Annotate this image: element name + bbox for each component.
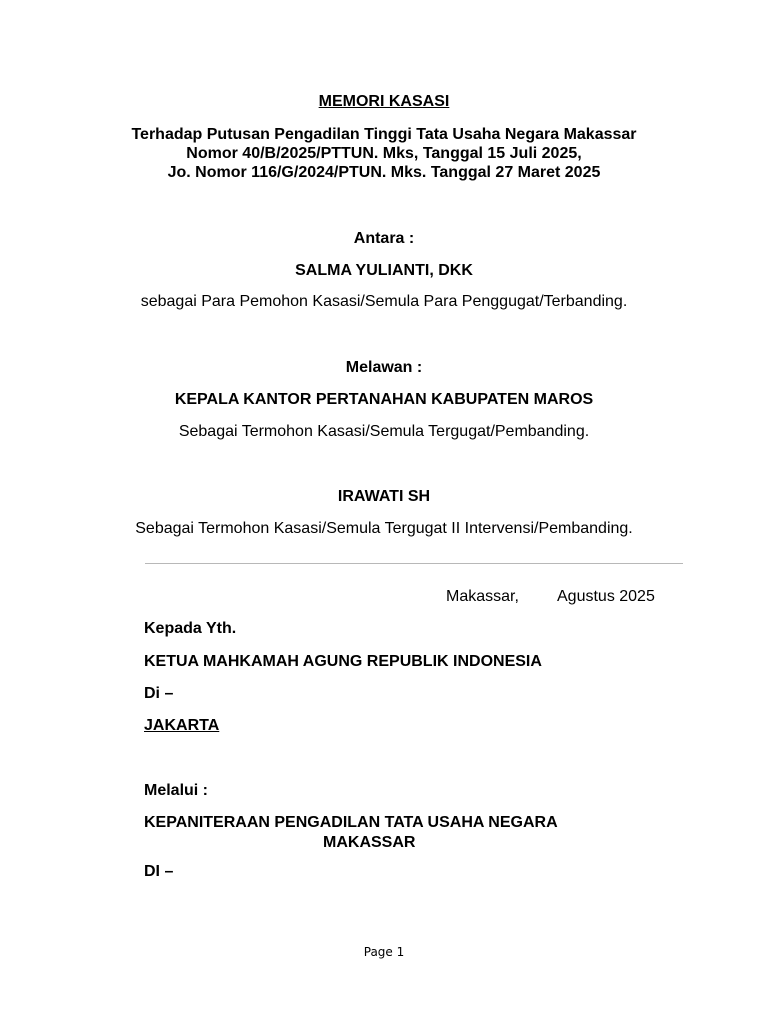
via-at-label: DI –: [144, 863, 174, 880]
subject-line-1: Terhadap Putusan Pengadilan Tinggi Tata Usaha Negara Makassar: [131, 126, 637, 143]
subject-line-3: Jo. Nomor 116/G/2024/PTUN. Mks. Tanggal 27 Maret 2025: [167, 164, 601, 181]
letter-date: Agustus 2025: [557, 588, 655, 605]
recipient-name: KETUA MAHKAMAH AGUNG REPUBLIK INDONESIA: [144, 653, 542, 670]
respondent1-name: KEPALA KANTOR PERTANAHAN KABUPATEN MAROS: [174, 391, 594, 408]
applicant-name: SALMA YULIANTI, DKK: [295, 262, 473, 279]
via-label: Melalui :: [144, 782, 209, 799]
recipient-at-label: Di –: [144, 685, 174, 702]
between-label: Antara :: [353, 230, 415, 247]
page-number: Page 1: [363, 945, 405, 959]
applicant-role: sebagai Para Pemohon Kasasi/Semula Para Penggugat/Terbanding.: [140, 293, 628, 310]
via-office-line-1: KEPANITERAAN PENGADILAN TATA USAHA NEGARA: [144, 814, 558, 831]
versus-label: Melawan :: [345, 359, 423, 376]
section-divider: [145, 563, 683, 564]
respondent1-role: Sebagai Termohon Kasasi/Semula Tergugat/Pembanding.: [178, 423, 590, 440]
recipient-city: JAKARTA: [144, 717, 220, 734]
place-city: Makassar,: [446, 588, 519, 605]
respondent2-role: Sebagai Termohon Kasasi/Semula Tergugat II Intervensi/Pembanding.: [135, 520, 633, 537]
to-label: Kepada Yth.: [144, 620, 237, 637]
via-office-line-2: MAKASSAR: [323, 834, 416, 851]
respondent2-name: IRAWATI SH: [337, 488, 431, 505]
subject-line-2: Nomor 40/B/2025/PTTUN. Mks, Tanggal 15 Juli 2025,: [186, 145, 582, 162]
document-title: MEMORI KASASI: [318, 93, 450, 110]
